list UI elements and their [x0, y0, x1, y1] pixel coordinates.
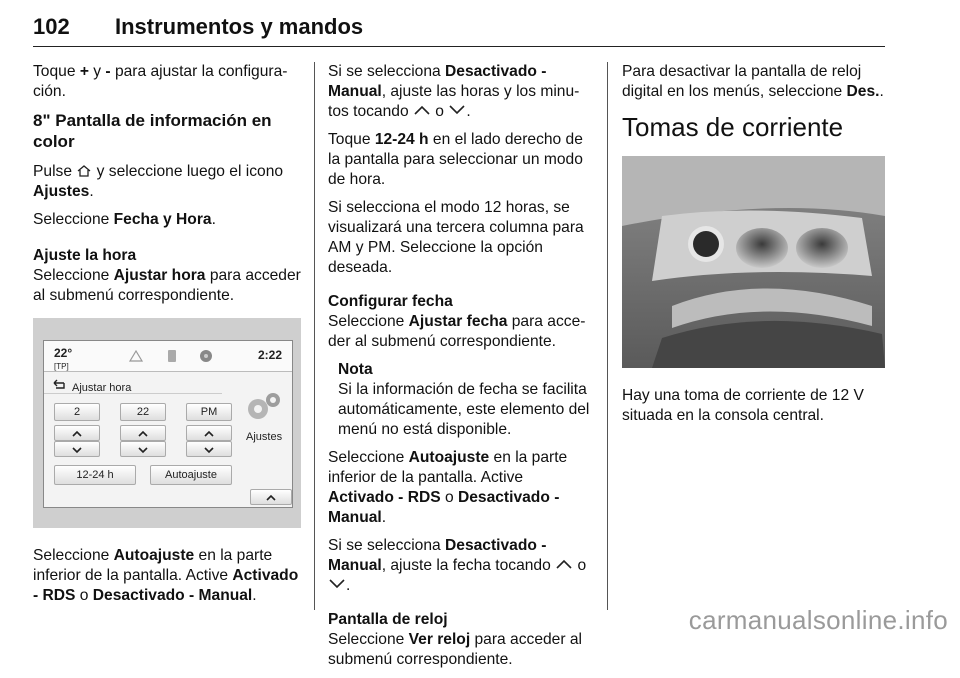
section-heading-power-outlets: Tomas de corriente: [622, 112, 844, 142]
mode-12-24-button[interactable]: 12-24 h: [54, 465, 136, 485]
clock-readout: 2:22: [257, 348, 282, 362]
media-icon: [198, 348, 214, 364]
subheading-set-time: Ajuste la hora: [33, 247, 137, 264]
home-icon: [76, 165, 92, 177]
chevron-down-icon: [71, 445, 83, 455]
auto-adjust-button[interactable]: Autoajuste: [150, 465, 232, 485]
paragraph-auto-adjust: Seleccione Autoajuste en la parte inferior de la pantalla. Active Activado - RDS o Desactivado - Manual.: [33, 547, 299, 604]
paragraph-press-home: Pulse y seleccione luego el icono Ajustes.: [33, 163, 284, 200]
page-header: [33, 8, 885, 48]
settings-label: Ajustes: [246, 431, 283, 443]
chevron-up-icon: [203, 429, 215, 439]
gears-icon: [244, 389, 284, 423]
hour-up-button[interactable]: [54, 425, 100, 441]
chevron-down-icon: [203, 445, 215, 455]
note-text: Si la información de fecha se facilita automáticamente, este elemento del menú no está disponible.: [338, 381, 590, 438]
paragraph-date-auto-adjust: Seleccione Autoajuste en la parte inferior de la pantalla. Active Activado - RDS o Desactivado - Manual.: [328, 449, 568, 526]
chevron-up-icon: [413, 104, 431, 116]
column-1: [33, 62, 301, 614]
tp-indicator: [TP]: [54, 362, 69, 371]
menu-title-bar: [44, 375, 222, 394]
paragraph-view-clock: Seleccione Ver reloj para acceder al submenú correspondiente.: [328, 631, 582, 668]
chevron-up-icon: [555, 558, 573, 570]
ampm-value: PM: [186, 403, 232, 421]
section-heading-display: 8" Pantalla de información en color: [33, 111, 272, 151]
chevron-down-icon: [328, 578, 346, 590]
collapse-button[interactable]: [250, 489, 292, 505]
paragraph-set-date: Seleccione Ajustar fecha para acceder al submenú correspondiente.: [328, 313, 586, 350]
watermark: carmanualsonline.info: [688, 605, 948, 635]
chevron-down-icon: [448, 104, 466, 116]
paragraph-12-hour-mode: Si selecciona el modo 12 horas, se visualizará una tercera columna para AM y PM. Seleccione la opción deseada.: [328, 199, 584, 276]
paragraph-disable-clock: Para desactivar la pantalla de reloj digital en los menús, seleccione Des..: [622, 63, 884, 100]
paragraph-set-time: Seleccione Ajustar hora para acceder al submenú correspondiente.: [33, 267, 301, 304]
menu-title: Ajustar hora: [72, 382, 132, 394]
navigation-icon: [128, 349, 144, 363]
paragraph-12-24: Toque 12-24 h en el lado derecho de la pantalla para seleccionar un modo de hora.: [328, 131, 583, 188]
ampm-up-button[interactable]: [186, 425, 232, 441]
hour-value: 2: [54, 403, 100, 421]
paragraph-select-date-time: Seleccione Fecha y Hora.: [33, 211, 216, 228]
note-block: [338, 360, 593, 440]
paragraph-manual-time: Si se selecciona Desactivado - Manual, ajuste las horas y los minutos tocando o .: [328, 63, 580, 120]
column-3: [622, 62, 887, 434]
note-title: Nota: [338, 361, 373, 378]
center-console-illustration: [622, 156, 885, 368]
intro-paragraph: Toque + y - para ajustar la configuración.: [33, 63, 288, 100]
paragraph-manual-date: Si se selecciona Desactivado - Manual, ajuste la fecha tocando o .: [328, 537, 587, 594]
header-divider: [33, 46, 885, 47]
minute-value: 22: [120, 403, 166, 421]
hour-down-button[interactable]: [54, 441, 100, 457]
temperature-readout: 22°: [54, 346, 73, 360]
back-icon[interactable]: [50, 379, 66, 390]
phone-icon: [166, 349, 178, 363]
chevron-up-icon: [137, 429, 149, 439]
subheading-set-date: Configurar fecha: [328, 293, 453, 310]
chevron-up-icon: [71, 429, 83, 439]
power-outlet-photo: [622, 156, 885, 368]
infotainment-screen: [43, 340, 293, 508]
subheading-clock-display: Pantalla de reloj: [328, 611, 448, 628]
chevron-down-icon: [137, 445, 149, 455]
page-number: 102: [33, 14, 70, 39]
page-title: Instrumentos y mandos: [115, 14, 364, 39]
column-divider-2: [607, 62, 608, 610]
ampm-down-button[interactable]: [186, 441, 232, 457]
time-settings-screen-figure: [33, 318, 301, 528]
column-2: [328, 62, 593, 678]
column-divider-1: [314, 62, 315, 610]
paragraph-power-outlet: Hay una toma de corriente de 12 V situada en la consola central.: [622, 387, 864, 424]
chevron-up-icon: [265, 493, 277, 503]
minute-up-button[interactable]: [120, 425, 166, 441]
minute-down-button[interactable]: [120, 441, 166, 457]
